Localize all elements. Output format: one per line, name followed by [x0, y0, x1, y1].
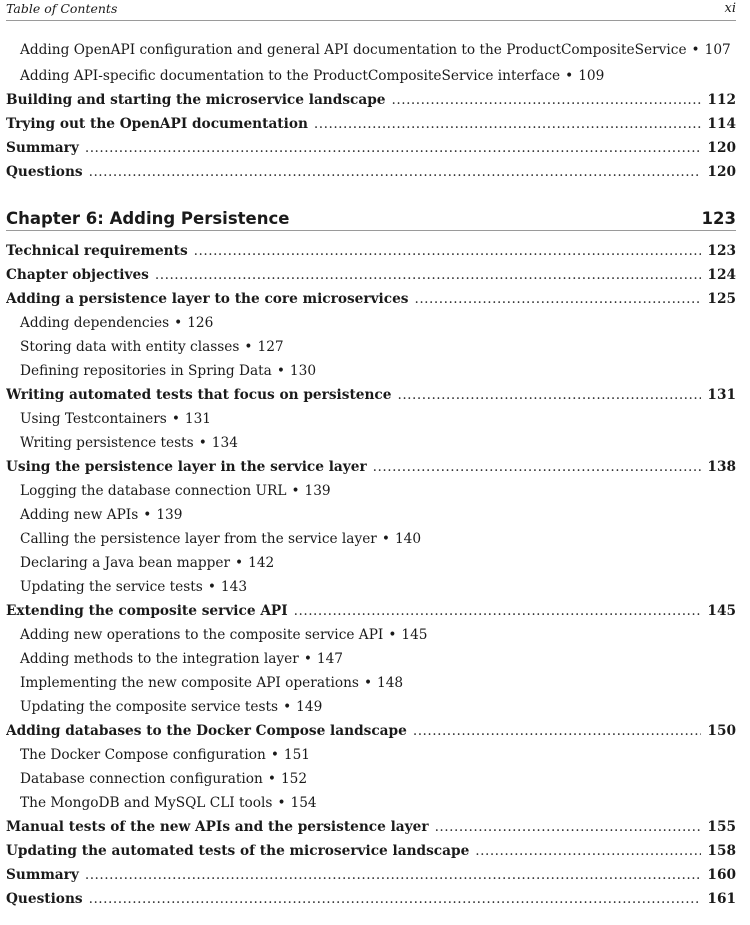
toc-subentry[interactable]: [6, 311, 736, 335]
toc-leader-dots: [413, 723, 702, 739]
toc-subentry-page: 149: [296, 699, 323, 715]
toc-entry-page: 145: [707, 603, 736, 619]
toc-bullet: •: [691, 42, 700, 58]
toc-subentry[interactable]: [6, 503, 736, 527]
toc-subentry[interactable]: [6, 695, 736, 719]
toc-subentry-title: Declaring a Java bean mapper: [20, 555, 231, 571]
toc-subentry[interactable]: [6, 623, 736, 647]
toc-subentry-page: 130: [289, 363, 317, 379]
toc-entry-page: 120: [707, 140, 736, 156]
toc-bullet: •: [198, 435, 207, 451]
toc-bullet: •: [381, 531, 390, 547]
toc-subentry[interactable]: [6, 767, 736, 791]
toc-subentry-page: 142: [248, 555, 275, 571]
toc-entry[interactable]: [6, 160, 736, 184]
toc-entry-title: Adding databases to the Docker Compose landscape: [6, 723, 407, 739]
toc-subentry-title: Adding new operations to the composite service API: [20, 627, 384, 643]
toc-subentry-page: 154: [290, 795, 317, 811]
toc-leader-dots: [435, 819, 702, 835]
running-header-page-number: xi: [724, 1, 736, 16]
toc-entry[interactable]: [6, 287, 736, 311]
toc-subentry-page: 131: [184, 411, 212, 427]
toc-entry[interactable]: [6, 263, 736, 287]
toc-leader-dots: [392, 92, 702, 108]
toc-bullet: •: [276, 363, 285, 379]
toc-entry-title: Technical requirements: [6, 243, 188, 259]
toc-entry[interactable]: [6, 863, 736, 887]
toc-subentry-title: Updating the composite service tests: [20, 699, 279, 715]
toc-subentry-page: 140: [394, 531, 422, 547]
toc-entry[interactable]: [6, 815, 736, 839]
toc-subentry-title: Adding methods to the integration layer: [20, 651, 299, 667]
toc-entry-title: Using the persistence layer in the service layer: [6, 459, 367, 475]
toc-subentry-page: 147: [316, 651, 344, 667]
toc-entry-title: Adding a persistence layer to the core microservices: [6, 291, 409, 307]
toc-subentry-page: 139: [156, 507, 183, 523]
toc-leader-dots: [85, 867, 702, 883]
toc-subentry-page: 143: [220, 579, 248, 595]
toc-subentry-title: Defining repositories in Spring Data: [20, 363, 272, 379]
toc-subentry[interactable]: [6, 359, 736, 383]
chapter-title: Chapter 6: Adding Persistence: [6, 209, 290, 228]
toc-entry-page: 112: [707, 92, 736, 108]
chapter-page: 123: [701, 209, 736, 228]
toc-subentry-page: 145: [401, 627, 428, 643]
toc-subentry-page: 139: [304, 483, 331, 499]
toc-subentry[interactable]: [6, 64, 736, 88]
toc-leader-dots: [397, 387, 701, 403]
toc-entry[interactable]: [6, 887, 736, 911]
toc-subentry[interactable]: [6, 431, 736, 455]
toc-subentry[interactable]: [6, 479, 736, 503]
toc-leader-dots: [414, 291, 701, 307]
toc-subentry-title: Adding new APIs: [20, 507, 139, 523]
toc-subentry[interactable]: [6, 575, 736, 599]
toc-leader-dots: [89, 164, 702, 180]
toc-leader-dots: [85, 140, 702, 156]
toc-entry-title: Manual tests of the new APIs and the persistence layer: [6, 819, 429, 835]
toc-subentry-page: 127: [257, 339, 284, 355]
toc-bullet: •: [174, 315, 183, 331]
toc-entry-title: Trying out the OpenAPI documentation: [6, 116, 308, 132]
toc-subentry-page: 126: [187, 315, 214, 331]
toc-subentry[interactable]: [6, 551, 736, 575]
toc-entry[interactable]: [6, 599, 736, 623]
toc-entry-page: 114: [707, 116, 736, 132]
toc-entry-page: 161: [707, 891, 736, 907]
toc-entry-page: 125: [707, 291, 736, 307]
toc-bullet: •: [291, 483, 300, 499]
toc-entry-title: Extending the composite service API: [6, 603, 288, 619]
toc-entry-page: 160: [707, 867, 736, 883]
toc-subentry-page: 148: [377, 675, 404, 691]
toc-entry[interactable]: [6, 383, 736, 407]
toc-subentry-title: Using Testcontainers: [20, 411, 167, 427]
toc-subentry-page: 109: [578, 68, 605, 84]
toc-bullet: •: [363, 675, 373, 691]
toc-bullet: •: [244, 339, 253, 355]
toc-subentry-page: 134: [211, 435, 238, 451]
toc-subentry[interactable]: [6, 647, 736, 671]
toc-subentry-title: Logging the database connection URL: [20, 483, 287, 499]
toc-bullet: •: [388, 627, 397, 643]
toc-content: [6, 38, 736, 911]
toc-leader-dots: [155, 267, 702, 283]
toc-entry-title: Writing automated tests that focus on persistence: [6, 387, 392, 403]
toc-entry-page: 150: [707, 723, 736, 739]
toc-entry-title: Summary: [6, 140, 79, 156]
toc-subentry[interactable]: [6, 743, 736, 767]
toc-subentry-title: Database connection configuration: [20, 771, 263, 787]
toc-bullet: •: [207, 579, 216, 595]
toc-subentry-title: Adding OpenAPI configuration and general API documentation to the ProductCompositeService: [20, 42, 687, 58]
toc-bullet: •: [283, 699, 292, 715]
toc-subentry-title: Storing data with entity classes: [20, 339, 240, 355]
toc-subentry-title: The MongoDB and MySQL CLI tools: [20, 795, 273, 811]
toc-subentry-page: 152: [280, 771, 308, 787]
toc-entry[interactable]: [6, 719, 736, 743]
toc-bullet: •: [267, 771, 276, 787]
toc-entry-page: 155: [707, 819, 736, 835]
toc-bullet: •: [270, 747, 279, 763]
toc-entry[interactable]: [6, 112, 736, 136]
toc-bullet: •: [565, 68, 574, 84]
toc-entry-page: 131: [707, 387, 736, 403]
toc-leader-dots: [194, 243, 702, 259]
toc-entry[interactable]: [6, 455, 736, 479]
toc-subentry[interactable]: [6, 38, 736, 64]
toc-subentry-title: Adding API-specific documentation to the ProductCompositeService interface: [20, 68, 561, 84]
toc-bullet: •: [303, 651, 312, 667]
toc-entry-page: 123: [707, 243, 736, 259]
toc-bullet: •: [235, 555, 244, 571]
chapter-heading[interactable]: [6, 198, 736, 231]
toc-subentry[interactable]: [6, 791, 736, 815]
toc-subentry-title: Updating the service tests: [20, 579, 203, 595]
toc-entry[interactable]: [6, 239, 736, 263]
toc-subentry[interactable]: [6, 671, 736, 695]
toc-bullet: •: [171, 411, 180, 427]
toc-leader-dots: [475, 843, 701, 859]
toc-leader-dots: [314, 116, 702, 132]
toc-bullet: •: [277, 795, 286, 811]
toc-subentry[interactable]: [6, 335, 736, 359]
toc-entry-title: Questions: [6, 891, 83, 907]
toc-bullet: •: [143, 507, 152, 523]
toc-subentry-page: 151: [283, 747, 311, 763]
toc-subentry-title: Calling the persistence layer from the service layer: [20, 531, 377, 547]
toc-entry[interactable]: [6, 839, 736, 863]
toc-subentry-title: Writing persistence tests: [20, 435, 194, 451]
toc-subentry-title: Implementing the new composite API operations: [20, 675, 359, 691]
toc-entry[interactable]: [6, 88, 736, 112]
toc-entry-title: Questions: [6, 164, 83, 180]
toc-entry-title: Updating the automated tests of the microservice landscape: [6, 843, 470, 859]
running-header-title: Table of Contents: [6, 1, 118, 16]
toc-entry-page: 138: [707, 459, 736, 475]
running-header: [6, 0, 736, 21]
toc-subentry[interactable]: [6, 407, 736, 431]
toc-subentry-title: Adding dependencies: [20, 315, 170, 331]
toc-subentry-title: The Docker Compose configuration: [20, 747, 266, 763]
toc-entry-page: 124: [707, 267, 736, 283]
toc-entry[interactable]: [6, 136, 736, 160]
toc-subentry[interactable]: [6, 527, 736, 551]
toc-leader-dots: [89, 891, 702, 907]
toc-entry-page: 120: [707, 164, 736, 180]
toc-subentry-page: 107: [704, 42, 731, 58]
toc-entry-page: 158: [707, 843, 736, 859]
toc-entry-title: Building and starting the microservice landscape: [6, 92, 386, 108]
toc-entry-title: Chapter objectives: [6, 267, 149, 283]
toc-leader-dots: [373, 459, 702, 475]
toc-leader-dots: [294, 603, 702, 619]
toc-entry-title: Summary: [6, 867, 79, 883]
